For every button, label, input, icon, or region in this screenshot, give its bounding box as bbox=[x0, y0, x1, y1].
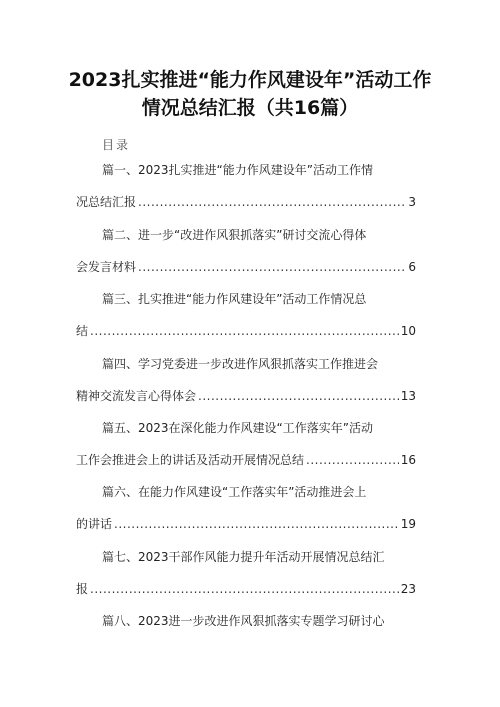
toc-leader-dots bbox=[90, 579, 399, 599]
toc-entry-title-continued: 精神交流发言心得体会 bbox=[76, 389, 197, 403]
toc-entry-title-continued: 的讲话 bbox=[76, 517, 113, 531]
toc-entry-title-continued: 报 bbox=[76, 582, 89, 596]
toc-entry-4[interactable] bbox=[76, 354, 416, 406]
toc-entry-8[interactable] bbox=[76, 611, 416, 631]
toc-heading: 目录 bbox=[102, 138, 131, 152]
toc-entry-continuation bbox=[76, 257, 416, 277]
document-title-line-2: 情况总结汇报（共16篇） bbox=[141, 97, 359, 119]
toc-entry-title: 篇八、2023进一步改进作风狠抓落实专题学习研讨心 bbox=[102, 614, 385, 628]
toc-entry-title: 篇三、扎实推进“能力作风建设年”活动工作情况总 bbox=[102, 292, 367, 306]
toc-entry-continuation bbox=[76, 321, 416, 341]
toc-page-number: 3 bbox=[408, 195, 416, 209]
toc-entry-title: 篇五、2023在深化能力作风建设“工作落实年”活动 bbox=[102, 421, 373, 435]
toc-entry-continuation bbox=[76, 386, 416, 406]
toc-leader-dots bbox=[114, 514, 399, 534]
toc-entry-title-continued: 工作会推进会上的讲话及活动开展情况总结 bbox=[76, 453, 305, 467]
toc-entry-continuation bbox=[76, 579, 416, 599]
toc-entry-title-continued: 会发言材料 bbox=[76, 260, 137, 274]
toc-leader-dots bbox=[138, 192, 406, 212]
toc-entry-title: 篇六、在能力作风建设“工作落实年”活动推进会上 bbox=[102, 485, 367, 499]
toc-page-number: 16 bbox=[400, 453, 416, 467]
toc-entry-title-continued: 况总结汇报 bbox=[76, 195, 137, 209]
toc-page-number: 19 bbox=[400, 517, 416, 531]
toc-entry-title: 篇二、进一步“改进作风狠抓落实”研讨交流心得体 bbox=[102, 228, 367, 242]
document-title-line-1: 2023扎实推进“能力作风建设年”活动工作 bbox=[68, 69, 432, 91]
toc-entry-1[interactable] bbox=[76, 160, 416, 212]
toc-entry-continuation bbox=[76, 450, 416, 470]
toc-leader-dots bbox=[138, 257, 406, 277]
toc-page-number: 23 bbox=[400, 582, 416, 596]
toc-page-number: 13 bbox=[400, 389, 416, 403]
toc-entry-6[interactable] bbox=[76, 482, 416, 534]
toc-entry-title: 篇七、2023干部作风能力提升年活动开展情况总结汇 bbox=[102, 550, 385, 564]
toc-entry-3[interactable] bbox=[76, 289, 416, 341]
toc-leader-dots bbox=[198, 386, 399, 406]
toc-entry-continuation bbox=[76, 192, 416, 212]
toc-entry-continuation bbox=[76, 514, 416, 534]
toc-leader-dots bbox=[90, 321, 399, 341]
toc-leader-dots bbox=[306, 450, 399, 470]
toc-entry-title-continued: 结 bbox=[76, 324, 89, 338]
toc-entry-title: 篇四、学习党委进一步改进作风狠抓落实工作推进会 bbox=[102, 357, 379, 371]
toc-entry-5[interactable] bbox=[76, 418, 416, 470]
toc-page-number: 6 bbox=[408, 260, 416, 274]
toc-entry-title: 篇一、2023扎实推进“能力作风建设年”活动工作情 bbox=[102, 163, 373, 177]
toc-page-number: 10 bbox=[400, 324, 416, 338]
toc-entry-2[interactable] bbox=[76, 225, 416, 277]
toc-entry-7[interactable] bbox=[76, 547, 416, 599]
